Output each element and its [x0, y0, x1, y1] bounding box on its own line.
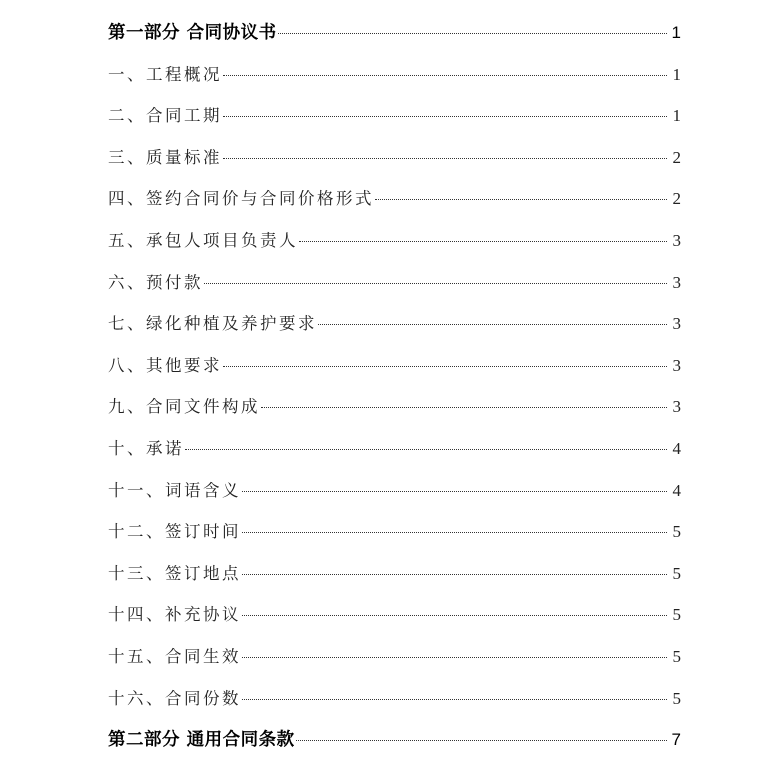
toc-entry[interactable]: [108, 345, 681, 387]
toc-entry-title: 十四、补充协议: [108, 605, 241, 625]
toc-part-entry[interactable]: [108, 12, 681, 54]
toc-entry-title: 十一、词语含义: [108, 480, 241, 500]
toc-entry[interactable]: [108, 303, 681, 345]
toc-entry-title: 四、签约合同价与合同价格形式: [108, 189, 374, 209]
toc-entry[interactable]: [108, 553, 681, 595]
toc-entry[interactable]: [108, 220, 681, 262]
dot-leader: [278, 33, 667, 34]
toc-entry-title: 第二部分 通用合同条款: [108, 730, 295, 751]
toc-entry-title: 一、工程概况: [108, 64, 222, 84]
dot-leader: [242, 615, 667, 616]
toc-entry-page-number: 2: [672, 147, 681, 167]
toc-entry-title: 八、其他要求: [108, 355, 222, 375]
toc-entry[interactable]: [108, 678, 681, 720]
dot-leader: [223, 158, 667, 159]
toc-entry-title: 二、合同工期: [108, 106, 222, 126]
toc-entry[interactable]: [108, 511, 681, 553]
toc-entry-page-number: 3: [672, 314, 681, 334]
toc-entry-page-number: 2: [672, 189, 681, 209]
toc-entry-page-number: 3: [672, 355, 681, 375]
toc-entry-title: 七、绿化种植及养护要求: [108, 314, 317, 334]
toc-entry-title: 第一部分 合同协议书: [108, 23, 277, 43]
toc-entry[interactable]: [108, 636, 681, 678]
dot-leader: [261, 407, 667, 408]
toc-entry-title: 十二、签订时间: [108, 522, 241, 542]
toc-entry-title: 十三、签订地点: [108, 563, 241, 583]
toc-entry-title: 六、预付款: [108, 272, 203, 292]
toc-entry-page-number: 4: [672, 480, 681, 500]
dot-leader: [223, 75, 667, 76]
toc-entry[interactable]: [108, 178, 681, 220]
toc-entry[interactable]: [108, 54, 681, 96]
toc-entry-page-number: 1: [672, 64, 681, 84]
toc-entry-title: 十五、合同生效: [108, 646, 241, 666]
toc-entry-page-number: 5: [672, 605, 681, 625]
dot-leader: [242, 491, 667, 492]
toc-entry-page-number: 1: [671, 23, 681, 42]
toc-entry-page-number: 1: [672, 106, 681, 126]
dot-leader: [242, 699, 667, 700]
dot-leader: [223, 366, 667, 367]
toc-entry-page-number: 3: [672, 397, 681, 417]
dot-leader: [204, 283, 667, 284]
toc-entry-page-number: 3: [672, 272, 681, 292]
dot-leader: [242, 574, 667, 575]
toc-entry-page-number: 5: [672, 522, 681, 542]
toc-part-entry[interactable]: [108, 719, 681, 761]
toc-entry-page-number: 5: [672, 688, 681, 708]
toc-entry[interactable]: [108, 594, 681, 636]
dot-leader: [318, 324, 667, 325]
toc-entry-title: 十、承诺: [108, 438, 184, 458]
dot-leader: [242, 657, 667, 658]
dot-leader: [242, 532, 667, 533]
dot-leader: [185, 449, 667, 450]
toc-entry[interactable]: [108, 386, 681, 428]
toc-entry[interactable]: [108, 428, 681, 470]
toc-entry-title: 三、质量标准: [108, 147, 222, 167]
toc-entry-page-number: 3: [672, 230, 681, 250]
toc-entry-title: 十六、合同份数: [108, 688, 241, 708]
toc-entry-page-number: 7: [671, 730, 681, 750]
toc-entry-page-number: 5: [672, 646, 681, 666]
dot-leader: [296, 740, 667, 741]
toc-entry-page-number: 5: [672, 563, 681, 583]
dot-leader: [223, 116, 667, 117]
toc-entry-title: 九、合同文件构成: [108, 397, 260, 417]
dot-leader: [375, 199, 667, 200]
toc-entry[interactable]: [108, 262, 681, 304]
toc-entry[interactable]: [108, 137, 681, 179]
toc-entry[interactable]: [108, 470, 681, 512]
toc-entry-page-number: 4: [672, 438, 681, 458]
toc-entry-title: 五、承包人项目负责人: [108, 230, 298, 250]
toc-entry[interactable]: [108, 95, 681, 137]
table-of-contents: [108, 12, 681, 761]
dot-leader: [299, 241, 667, 242]
